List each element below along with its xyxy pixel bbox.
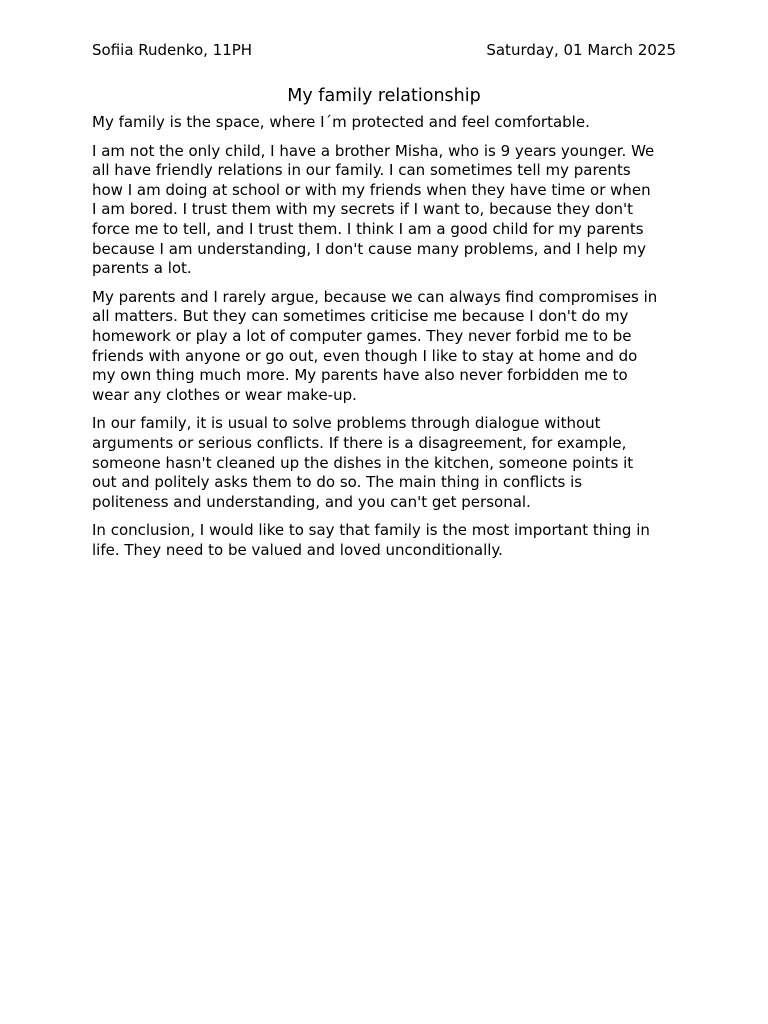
paragraph: My family is the space, where I´m protected and feel comfortable. <box>92 113 590 131</box>
paragraph: In conclusion, I would like to say that family is the most important thing in life. They need to be valued and loved unconditionally. <box>92 521 650 559</box>
document-body <box>92 113 676 560</box>
paragraph: My parents and I rarely argue, because we can always find compromises in all matters. But they can sometimes criticise me because I don't do my homework or play a lot of computer games. They never forbid me to be friends with anyone or go out, even though I like to stay at home and do my own thing much more. My parents have also never forbidden me to wear any clothes or wear make-up. <box>92 287 658 404</box>
paragraph: I am not the only child, I have a brother Misha, who is 9 years younger. We all have friendly relations in our family. I can sometimes tell my parents how I am doing at school or with my friends when they have time or when I am bored. I trust them with my secrets if I want to, because they don't force me to tell, and I trust them. I think I am a good child for my parents because I am understanding, I don't cause many problems, and I help my parents a lot. <box>92 141 655 278</box>
document-date: Saturday, 01 March 2025 <box>486 41 676 59</box>
author-name: Sofiia Rudenko, 11PH <box>92 41 253 59</box>
paragraph: In our family, it is usual to solve problems through dialogue without arguments or serious conflicts. If there is a disagreement, for example, someone hasn't cleaned up the dishes in the kitchen, someone points it out and politely asks them to do so. The main thing in conflicts is politeness and understanding, and you can't get personal. <box>92 414 634 511</box>
document-header <box>92 40 676 60</box>
document-title: My family relationship <box>287 86 481 106</box>
